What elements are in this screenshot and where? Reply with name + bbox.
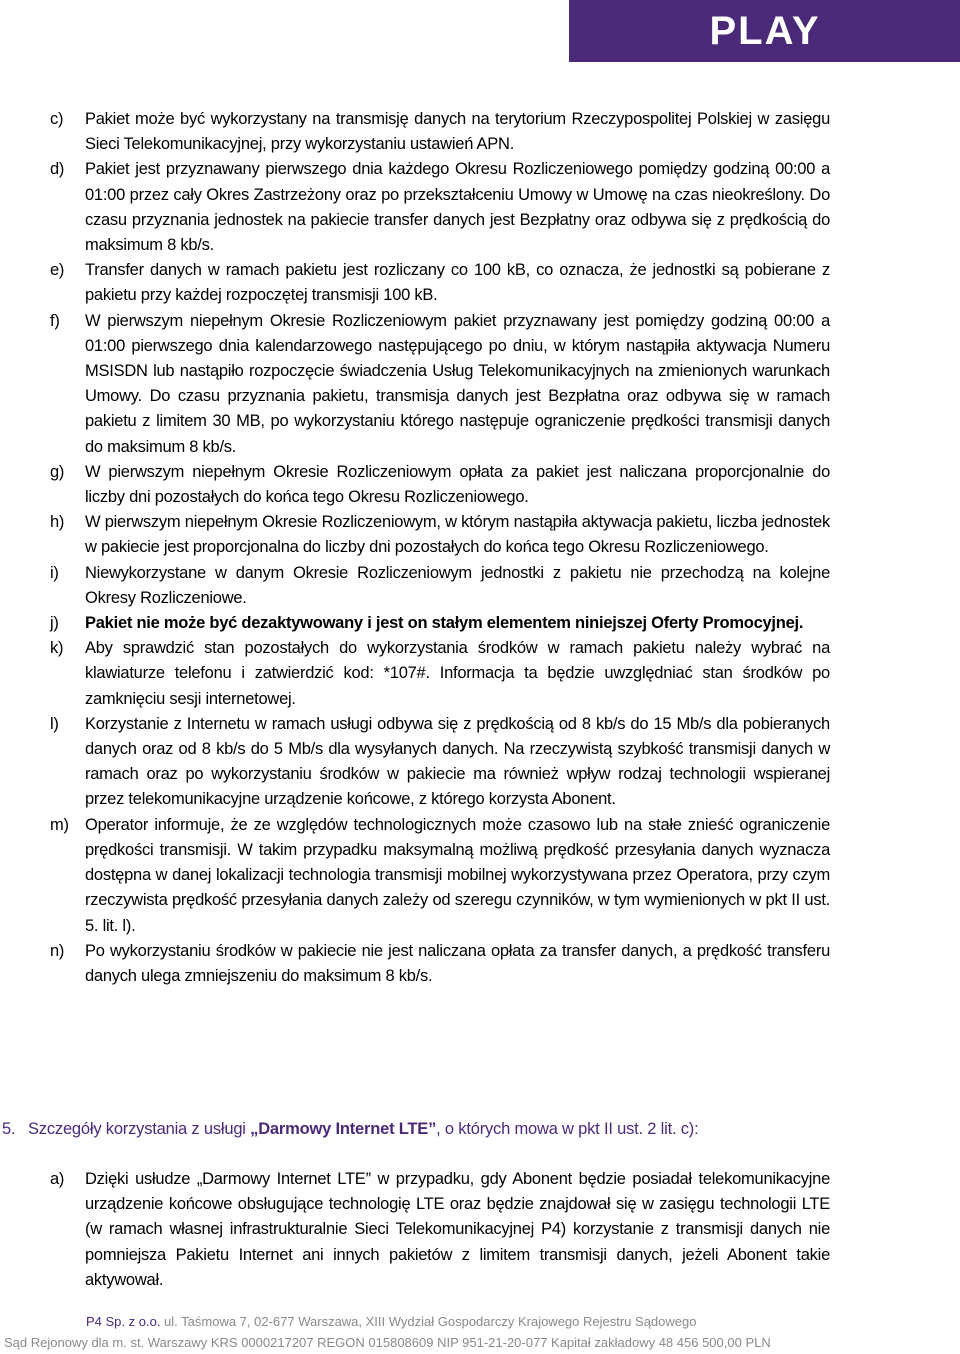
item-marker: m): [50, 815, 69, 834]
item-marker: g): [50, 462, 65, 481]
play-logo: [569, 0, 960, 62]
item-marker: f): [50, 311, 60, 330]
service-name: „Darmowy Internet LTE”: [250, 1120, 437, 1138]
item-marker: h): [50, 513, 65, 532]
list-item: [50, 636, 830, 712]
section-number: 5.: [2, 1120, 16, 1138]
item-text: Aby sprawdzić stan pozostałych do wykorzystania środków w ramach pakietu należy wybrać na klawiaturze telefonu i zatwierdzić kod: *107#. Informacja ta będzie uwzględniać stan środków po zamknięciu sesji internetowej.: [85, 639, 830, 708]
item-text: W pierwszym niepełnym Okresie Rozliczeniowym pakiet przyznawany jest pomiędzy godziną 00:00 a 01:00 pierwszego dnia kalendarzowego następującego po dniu, w którym nastąpiła aktywacja Numeru MSISDN lub nastąpiło rozpoczęcie świadczenia Usług Telekomunikacyjnych na zmienionych warunkach Umowy. Do czasu przyznania pakietu, transmisja danych jest Bezpłatna oraz odbywa się w ramach pakietu z limitem 30 MB, po wykorzystaniu którego następuje ograniczenie prędkości transmisji danych do maksimum 8 kb/s.: [85, 311, 830, 456]
list-item: [50, 813, 830, 939]
item-text-bold: Pakiet nie może być dezaktywowany i jest on stałym elementem niniejszej Oferty Promocyjnej.: [85, 614, 804, 633]
item-marker: e): [50, 261, 65, 280]
list-item: [50, 712, 830, 813]
list-item: [50, 157, 830, 258]
logo-text: PLAY: [708, 11, 821, 51]
item-marker: c): [50, 110, 64, 128]
list-item: [50, 1167, 830, 1293]
item-text: Korzystanie z Internetu w ramach usługi odbywa się z prędkością od 8 kb/s do 15 Mb/s dla pobieranych danych oraz od 8 kb/s do 5 Mb/s dla wysyłanych danych. Na rzeczywistą szybkość transmisji danych w ramach oraz po wykorzystaniu środków w pakiecie ma również wpływ rodzaj technologii wspieranej przez telekomunikacyjne urządzenie końcowe, z którego korzysta Abonent.: [85, 714, 830, 809]
item-text: Pakiet jest przyznawany pierwszego dnia każdego Okresu Rozliczeniowego pomiędzy godziną 00:00 a 01:00 przez cały Okres Zastrzeżony oraz po przekształceniu Umowy w Umowę na czas nieokreślony. Do czasu przyznania jednostek na pakiecie transfer danych jest Bezpłatny oraz odbywa się z prędkością do maksimum 8 kb/s.: [85, 160, 830, 255]
list-item: [50, 309, 830, 460]
footer-address: ul. Taśmowa 7, 02-677 Warszawa, XIII Wydział Gospodarczy Krajowego Rejestru Sądowego: [160, 1314, 697, 1329]
item-text: Dzięki usłudze „Darmowy Internet LTE” w przypadku, gdy Abonent będzie posiadał telekomunikacyjne urządzenie końcowe obsługujące technologię LTE oraz będzie znajdował się w zasięgu technologii LTE (w ramach własnej infrastrukturalnie Sieci Telekomunikacyjnej P4) korzystanie z transmisji danych nie pomniejsza Pakietu Internet ani innych pakietów z limitem transmisji danych, jeżeli Abonent takie aktywował.: [85, 1170, 830, 1289]
item-marker: d): [50, 160, 65, 179]
section5-list: [50, 1167, 830, 1293]
item-marker: a): [50, 1170, 65, 1188]
terms-list: [50, 107, 830, 989]
item-marker: n): [50, 941, 65, 960]
item-marker: l): [50, 714, 59, 733]
section-heading-prefix: Szczegóły korzystania z usługi: [28, 1120, 251, 1138]
item-marker: j): [50, 614, 59, 633]
item-text: Niewykorzystane w danym Okresie Rozliczeniowym jednostki z pakietu nie przechodzą na kolejne Okresy Rozliczeniowe.: [85, 563, 830, 607]
section-heading-suffix: , o których mowa w pkt II ust. 2 lit. c):: [436, 1120, 699, 1138]
list-item: [50, 611, 830, 636]
footer-company: P4 Sp. z o.o.: [86, 1314, 161, 1329]
list-item: [50, 460, 830, 510]
list-item: [50, 510, 830, 560]
play-logo-icon: [675, 11, 855, 51]
footer-line-2: Sąd Rejonowy dla m. st. Warszawy KRS 0000217207 REGON 015808609 NIP 951-21-20-077 Kapitał zakładowy 48 456 500,00 PLN: [4, 1335, 771, 1350]
item-text: Transfer danych w ramach pakietu jest rozliczany co 100 kB, co oznacza, że jednostki są pobierane z pakietu przy każdej rozpoczętej transmisji 100 kB.: [85, 261, 830, 305]
list-item: [50, 258, 830, 308]
section-heading: [0, 1117, 830, 1141]
footer-line-1: [86, 1313, 960, 1331]
list-item: [50, 939, 830, 989]
list-item: [50, 561, 830, 611]
item-text: W pierwszym niepełnym Okresie Rozliczeniowym, w którym nastąpiła aktywacja pakietu, liczba jednostek w pakiecie jest proporcjonalna do liczby dni pozostałych do końca tego Okresu Rozliczeniowego.: [85, 513, 830, 557]
item-text: Operator informuje, że ze względów technologicznych może czasowo lub na stałe znieść ograniczenie prędkości transmisji. W takim przypadku maksymalną możliwą prędkość przesyłania danych wyznacza dostępna w danej lokalizacji technologia transmisji mobilnej wykorzystywana przez Operatora, przy czym rzeczywista prędkość przesyłania danych zależy od szeregu czynników, w tym wymienionych w pkt II ust. 5. lit. l).: [85, 815, 830, 935]
item-marker: k): [50, 639, 64, 658]
item-text: Pakiet może być wykorzystany na transmisję danych na terytorium Rzeczypospolitej Polskiej w zasięgu Sieci Telekomunikacyjnej, przy wykorzystaniu ustawień APN.: [85, 110, 830, 154]
list-item: [50, 107, 830, 157]
item-text: Po wykorzystaniu środków w pakiecie nie jest naliczana opłata za transfer danych, a prędkość transferu danych ulega zmniejszeniu do maksimum 8 kb/s.: [85, 941, 830, 985]
item-text: W pierwszym niepełnym Okresie Rozliczeniowym opłata za pakiet jest naliczana proporcjonalnie do liczby dni pozostałych do końca tego Okresu Rozliczeniowego.: [85, 462, 830, 507]
item-marker: i): [50, 563, 59, 582]
